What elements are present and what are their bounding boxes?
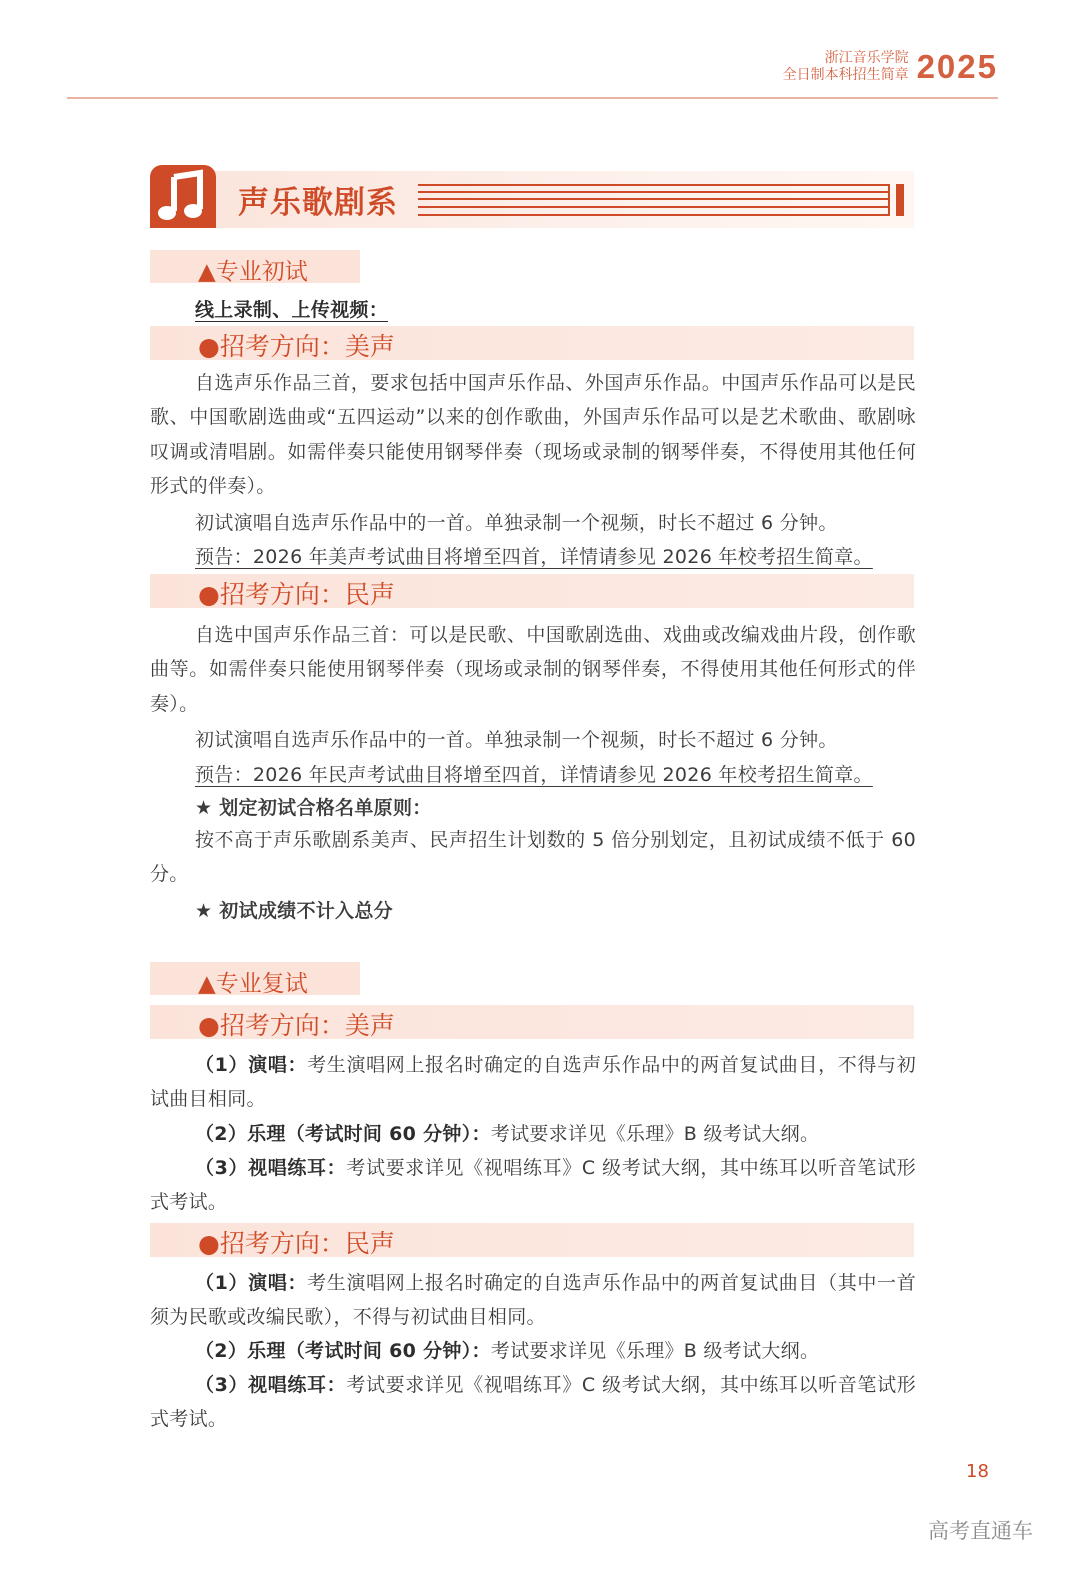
method-label: 线上录制、上传视频： <box>195 299 389 321</box>
retest-direction-folk <box>150 1223 914 1257</box>
department-title: 声乐歌剧系 <box>238 185 398 221</box>
page-number: 18 <box>966 1461 989 1482</box>
retest-folk-item-3: （3）视唱练耳：考试要求详见《视唱练耳》C 级考试大纲，其中练耳以听音笔试形式考试。 <box>150 1374 917 1431</box>
folk-requirements: 自选中国声乐作品三首：可以是民歌、中国歌剧选曲、戏曲或改编戏曲片段，创作歌曲等。如需伴奏只能使用钢琴伴奏（现场或录制的钢琴伴奏，不得使用其他任何形式的伴奏）。 <box>150 624 916 715</box>
section-heading: ▲专业初试 <box>198 259 308 285</box>
retest-folk-item-1: （1）演唱：考生演唱网上报名时确定的自选声乐作品中的两首复试曲目（其中一首须为民歌或改编民歌），不得与初试曲目相同。 <box>150 1272 916 1329</box>
header-text <box>783 50 909 84</box>
music-staff-decoration <box>418 184 890 216</box>
music-note-icon <box>150 165 216 228</box>
score-note: ★ 初试成绩不计入总分 <box>195 900 393 922</box>
qualification-rule-text: 按不高于声乐歌剧系美声、民声招生计划数的 5 倍分别划定，且初试成绩不低于 60 分。 <box>150 829 916 886</box>
section-heading: ▲专业复试 <box>198 971 308 997</box>
folk-video-rule: 初试演唱自选声乐作品中的一首。单独录制一个视频，时长不超过 6 分钟。 <box>195 729 838 751</box>
direction-heading: ●招考方向：美声 <box>198 1011 395 1040</box>
direction-folk <box>150 574 914 608</box>
school-name: 浙江音乐学院 <box>824 50 909 66</box>
direction-heading: ●招考方向：民声 <box>198 580 395 609</box>
retest-bel-canto-item-3: （3）视唱练耳：考试要求详见《视唱练耳》C 级考试大纲，其中练耳以听音笔试形式考试。 <box>150 1157 917 1214</box>
watermark: 高考直通车 <box>928 1519 1033 1543</box>
direction-heading: ●招考方向：民声 <box>198 1229 395 1258</box>
page-header <box>783 48 998 86</box>
retest-folk-item-2: （2）乐理（考试时间 60 分钟）：考试要求详见《乐理》B 级考试大纲。 <box>195 1340 820 1362</box>
direction-heading: ●招考方向：美声 <box>198 332 395 361</box>
bel-canto-requirements: 自选声乐作品三首，要求包括中国声乐作品、外国声乐作品。中国声乐作品可以是民歌、中国歌剧选曲或“五四运动”以来的创作歌曲，外国声乐作品可以是艺术歌曲、歌剧咏叹调或清唱剧。如需伴奏只能使用钢琴伴奏（现场或录制的钢琴伴奏，不得使用其他任何形式的伴奏）。 <box>150 372 916 498</box>
retest-bel-canto-item-2: （2）乐理（考试时间 60 分钟）：考试要求详见《乐理》B 级考试大纲。 <box>195 1123 820 1145</box>
header-year: 2025 <box>916 48 998 85</box>
folk-notice: 预告：2026 年民声考试曲目将增至四首，详情请参见 2026 年校考招生简章。 <box>195 764 873 786</box>
retest-direction-bel-canto <box>150 1005 914 1039</box>
qualification-rule-title: ★ 划定初试合格名单原则： <box>195 797 432 819</box>
retest-bel-canto-item-1: （1）演唱：考生演唱网上报名时确定的自选声乐作品中的两首复试曲目，不得与初试曲目相同。 <box>150 1054 916 1111</box>
bel-canto-notice: 预告：2026 年美声考试曲目将增至四首，详情请参见 2026 年校考招生简章。 <box>195 546 873 568</box>
brochure-name: 全日制本科招生简章 <box>782 67 909 83</box>
header-divider <box>67 97 998 99</box>
department-banner <box>150 165 914 228</box>
section-retest <box>150 962 360 995</box>
section-preliminary <box>150 250 360 283</box>
direction-bel-canto <box>150 326 914 360</box>
bel-canto-video-rule: 初试演唱自选声乐作品中的一首。单独录制一个视频，时长不超过 6 分钟。 <box>195 512 838 534</box>
